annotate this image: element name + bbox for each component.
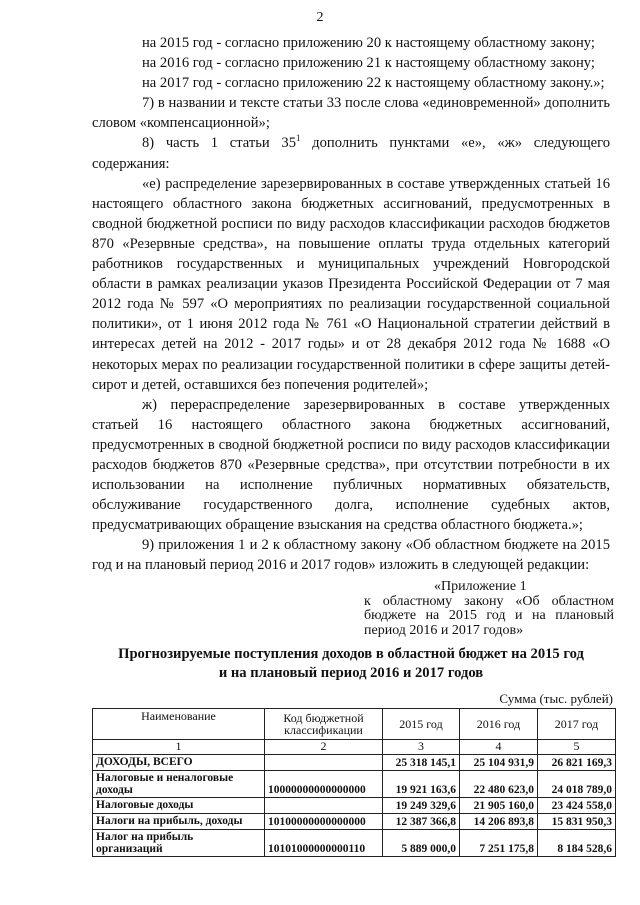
row-value-2017: 8 184 528,6 <box>538 830 616 857</box>
column-number: 2 <box>265 740 383 755</box>
row-value-2015: 5 889 000,0 <box>383 830 460 857</box>
column-number: 3 <box>383 740 460 755</box>
appendix-line: период 2016 и 2017 годов» <box>364 622 524 638</box>
appendix-header <box>364 580 614 638</box>
column-number: 5 <box>538 740 616 755</box>
header-cell-name: Наименование <box>93 709 265 740</box>
table-row <box>93 755 616 771</box>
header-cell-2015: 2015 год <box>383 709 460 740</box>
appendix-line: бюджете на 2015 год и на плановый <box>364 608 614 623</box>
table-row <box>93 771 616 798</box>
paragraph: на 2015 год - согласно приложению 20 к настоящему областному закону; <box>142 35 595 51</box>
document-body <box>92 33 610 576</box>
row-name: ДОХОДЫ, ВСЕГО <box>93 755 265 771</box>
row-name: Налоговые доходы <box>93 798 265 814</box>
appendix-line: «Приложение 1 <box>434 579 527 594</box>
paragraph <box>92 133 610 173</box>
row-code: 10100000000000000 <box>265 814 383 830</box>
paragraph: на 2017 год - согласно приложению 22 к настоящему областному закону.»; <box>142 75 605 92</box>
header-cell-2016: 2016 год <box>460 709 538 740</box>
row-code <box>265 755 383 771</box>
row-value-2017: 26 821 169,3 <box>538 755 616 771</box>
column-number: 4 <box>460 740 538 755</box>
table-row <box>93 814 616 830</box>
row-code: 10000000000000000 <box>265 771 383 798</box>
row-value-2017: 23 424 558,0 <box>538 798 616 814</box>
row-value-2016: 21 905 160,0 <box>460 798 538 814</box>
table-title-line: Прогнозируемые поступления доходов в областной бюджет на 2015 год <box>118 646 584 662</box>
paragraph: «е) распределение зарезервированных в составе утвержденных статьей 16 настоящего областного закона бюджетных ассигнований, предусмотренных в сводной бюджетной росписи по виду расходов классификации расходов бюджетов 870 «Резервные средства», на повышение оплаты труда отдельных категорий работников государственных и муниципальных учреждений Новгородской области в рамках реализации указов Президента Российской Федерации от 7 мая 2012 года № 597 «О мероприятиях по реализации государственной социальной политики», от 1 июня 2012 года № 761 «О Национальной стратегии действий в интересах детей на 2012 - 2017 годы» и от 28 декабря 2012 года № 1688 «О некоторых мерах по реализации государственной политики в сфере защиты детей-сирот и детей, оставшихся без попечения родителей»; <box>92 175 610 393</box>
row-value-2015: 12 387 366,8 <box>383 814 460 830</box>
superscript: 1 <box>296 133 301 144</box>
row-name: Налоги на прибыль, доходы <box>93 814 265 830</box>
page-number: 2 <box>316 10 324 25</box>
revenue-table <box>92 708 616 857</box>
row-value-2017: 15 831 950,3 <box>538 814 616 830</box>
paragraph-text: 8) часть 1 статьи 35 <box>142 135 297 152</box>
row-value-2016: 14 206 893,8 <box>460 814 538 830</box>
row-code <box>265 798 383 814</box>
column-number-row <box>93 740 616 755</box>
row-name: Налог на прибыль организаций <box>93 830 265 857</box>
table-header-row <box>93 709 616 740</box>
table-row <box>93 830 616 857</box>
paragraph: 9) приложения 1 и 2 к областному закону «Об областном бюджете на 2015 год и на плановый период 2016 и 2017 годов» изложить в следующей редакции: <box>92 537 610 574</box>
row-code: 10101000000000110 <box>265 830 383 857</box>
appendix-line: к областному закону «Об областном <box>364 593 614 609</box>
table-title-line: и на плановый период 2016 и 2017 годов <box>218 665 484 681</box>
row-value-2016: 25 104 931,9 <box>460 755 538 771</box>
row-name: Налоговые и неналоговые доходы <box>93 771 265 798</box>
row-value-2017: 24 018 789,0 <box>538 771 616 798</box>
row-value-2016: 22 480 623,0 <box>460 771 538 798</box>
row-value-2016: 7 251 175,8 <box>460 830 538 857</box>
paragraph: 7) в названии и тексте статьи 33 после слова «единовременной» дополнить словом «компенсационной»; <box>92 95 610 132</box>
header-cell-code: Код бюджетной классификации <box>265 709 383 740</box>
table-title <box>92 645 610 683</box>
header-cell-2017: 2017 год <box>538 709 616 740</box>
paragraph: ж) перераспределение зарезервированных в составе утвержденных статьей 16 настоящего областного закона бюджетных ассигнований, предусмотренных в сводной бюджетной росписи по виду расходов классификации расходов бюджетов 870 «Резервные средства», при отсутствии потребности в их использовании на исполнение публичных нормативных обязательств, обслуживание государственного долга, исполнение судебных актов, предусматривающих обращение взыскания на средства областного бюджета.»; <box>92 396 610 534</box>
paragraph: на 2016 год - согласно приложению 21 к настоящему областному закону; <box>142 55 595 72</box>
row-value-2015: 25 318 145,1 <box>383 755 460 771</box>
column-number: 1 <box>93 740 265 755</box>
paragraph-text: дополнить пунктами «е», «ж» следующего содержания: <box>92 135 610 172</box>
units-label: Сумма (тыс. рублей) <box>499 691 613 706</box>
row-value-2015: 19 921 163,6 <box>383 771 460 798</box>
table-row <box>93 798 616 814</box>
row-value-2015: 19 249 329,6 <box>383 798 460 814</box>
